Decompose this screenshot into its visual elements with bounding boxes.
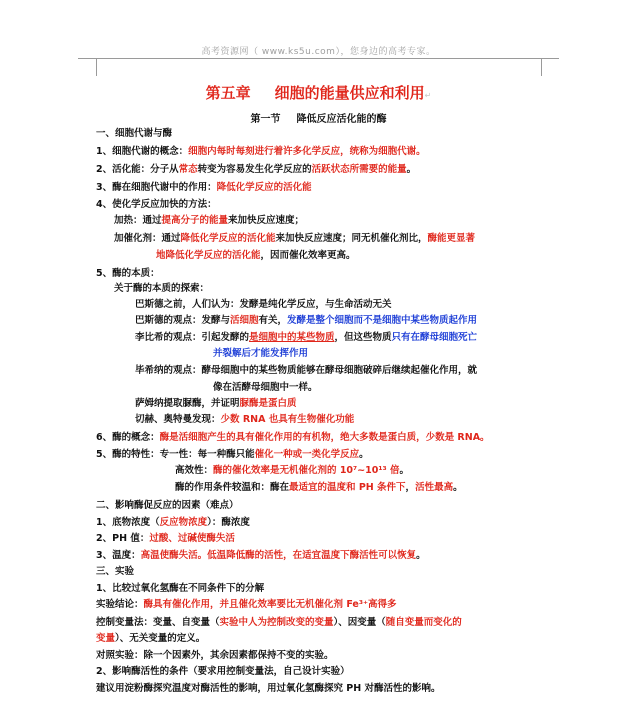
text-segment: 建议用淀粉酶探究温度对酶活性的影响，用过氧化氢酶探究 PH 对酶活性的影响。: [96, 683, 441, 694]
text-line: [175, 481, 463, 494]
section-number: 第一节: [250, 114, 281, 125]
text-segment: 3、酶在细胞代谢中的作用：: [96, 182, 217, 193]
highlight-segment: 活性最高: [415, 482, 454, 493]
text-line: [114, 282, 209, 295]
text-line: [96, 532, 235, 545]
text-line: [96, 448, 369, 461]
text-line: [96, 598, 397, 611]
text-segment: 三、实验: [96, 566, 135, 577]
text-segment: 控制变量法：变量、自变量（: [96, 617, 220, 628]
text-line: [135, 314, 477, 327]
highlight-segment: 细胞内每时每刻进行着许多化学反应，统称为细胞代谢。: [188, 146, 426, 157]
page-header: 高考资源网（ www.ks5u.com），您身边的高考专家。: [201, 47, 436, 57]
text-segment: 来加快反应速度；: [228, 215, 305, 226]
text-segment: 2、活化能：分子从: [96, 164, 179, 175]
text-line: [114, 214, 304, 227]
text-segment: 。: [399, 465, 410, 476]
text-line: [156, 249, 356, 262]
highlight-segment: 随自变量而变化的: [385, 617, 462, 628]
text-line: [96, 616, 462, 629]
text-segment: ，但这些物质: [334, 332, 392, 343]
text-segment: 3、温度：: [96, 550, 141, 561]
text-line: [96, 549, 426, 562]
text-line: [114, 232, 475, 245]
text-segment: 。: [416, 550, 426, 561]
text-line: [96, 665, 350, 678]
text-segment: 6、酶的概念：: [96, 432, 160, 443]
text-segment: 实验结论：: [96, 599, 144, 610]
text-segment: ，: [405, 482, 416, 493]
text-line: [96, 145, 426, 158]
text-segment: ）、因变量（: [333, 617, 386, 628]
highlight-segment: 过酸、过碱使酶失活: [149, 533, 235, 544]
section-title: [0, 110, 637, 125]
text-line: [96, 582, 264, 595]
text-segment: 5、酶的本质：: [96, 268, 160, 279]
highlight-segment: 反应物浓度: [159, 517, 208, 528]
text-segment: 对照实验：除一个因素外，其余因素都保持不变的实验。: [96, 650, 334, 661]
highlight-segment: 少数 RNA 也具有生物催化功能: [220, 414, 355, 425]
text-segment: 5、酶的特性：专一性：每一种酶只能: [96, 449, 255, 460]
highlight-segment: 降低化学反应的活化能: [180, 233, 276, 244]
highlight-segment: 是细胞中的某些物质: [249, 332, 335, 343]
text-line: [96, 181, 312, 194]
paragraph-mark-icon: ↵: [424, 91, 432, 100]
text-line: [96, 267, 160, 280]
text-segment: ）：酶浓度: [207, 517, 250, 528]
text-line: [96, 516, 250, 529]
text-segment: 关于酶的本质的探索：: [114, 283, 210, 294]
text-line: [96, 163, 416, 176]
text-segment: 一、细胞代谢与酶: [96, 128, 173, 139]
crop-mark: [78, 58, 96, 59]
highlight-segment: 活跃状态所需要的能量: [311, 164, 407, 175]
highlight-segment: 酶的催化效率是无机催化剂的 10⁷~10¹³ 倍: [213, 465, 400, 476]
text-segment: 。: [359, 449, 369, 460]
highlight-segment: 地降低化学反应的活化能: [156, 250, 261, 261]
highlight-segment: 酶是活细胞产生的具有催化作用的有机物，绝大多数是蛋白质，少数是 RNA。: [159, 432, 490, 443]
text-segment: ）、无关变量的定义。: [115, 633, 206, 644]
highlight-segment: 脲酶是蛋白质: [239, 398, 297, 409]
text-line: [96, 682, 441, 695]
text-segment: 有关，: [258, 315, 288, 326]
highlight-segment: 并裂解后才能发挥作用: [213, 348, 309, 359]
text-line: [96, 649, 334, 662]
text-segment: 1、细胞代谢的概念：: [96, 146, 189, 157]
highlight-segment: 催化一种或一类化学反应: [254, 449, 360, 460]
text-segment: 李比希的观点：引起发酵的: [135, 332, 250, 343]
chapter-title: [0, 82, 637, 103]
text-segment: 2、PH 值：: [96, 533, 150, 544]
chapter-name: 细胞的能量供应和利用: [274, 84, 425, 102]
crop-mark: [541, 58, 542, 76]
text-line: [96, 198, 217, 211]
text-line: [135, 364, 477, 377]
text-line: [213, 347, 308, 360]
highlight-segment: 只有在酵母细胞死亡: [391, 332, 478, 343]
text-line: [135, 397, 297, 410]
text-segment: 加热：通过: [114, 215, 162, 226]
heading-line: [96, 127, 172, 140]
chapter-number: 第五章: [205, 84, 251, 102]
text-segment: 1、比较过氧化氢酶在不同条件下的分解: [96, 583, 265, 594]
crop-mark: [541, 58, 559, 59]
text-line: [175, 464, 409, 477]
text-segment: 2、影响酶活性的条件（要求用控制变量法，自己设计实验）: [96, 666, 350, 677]
highlight-segment: 最适宜的温度和 PH 条件下: [289, 482, 406, 493]
section-name: 降低反应活化能的酶: [296, 114, 387, 125]
highlight-segment: 变量: [96, 633, 116, 644]
crop-mark: [96, 58, 97, 76]
text-segment: 。: [406, 164, 417, 175]
text-segment: 酶的作用条件较温和：酶在: [175, 482, 290, 493]
text-segment: 高效性：: [175, 465, 214, 476]
text-line: [135, 331, 477, 344]
text-line: [96, 431, 490, 444]
text-segment: 1、底物浓度（: [96, 517, 160, 528]
text-segment: 来加快反应速度；同无机催化剂比，: [275, 233, 428, 244]
header-rule: [96, 58, 541, 59]
text-line: [135, 298, 392, 311]
highlight-segment: 活细胞: [230, 315, 259, 326]
highlight-segment: 高温使酶失活。低温降低酶的活性，在适宜温度下酶活性可以恢复: [140, 550, 417, 561]
text-segment: 巴斯德的观点：发酵与: [135, 315, 231, 326]
text-segment: 二、影响酶促反应的因素（难点）: [96, 500, 239, 511]
text-segment: 加催化剂：通过: [114, 233, 181, 244]
text-line: [96, 632, 205, 645]
heading-line: [96, 499, 239, 512]
text-segment: 巴斯德之前，人们认为：发酵是纯化学反应，与生命活动无关: [135, 299, 392, 310]
highlight-segment: 酶能更显著: [427, 233, 476, 244]
highlight-segment: 常态: [178, 164, 198, 175]
text-line: [135, 413, 354, 426]
text-segment: 切赫、奥特曼发现：: [135, 414, 221, 425]
highlight-segment: 降低化学反应的活化能: [216, 182, 312, 193]
text-segment: 毕希纳的观点：酵母细胞中的某些物质能够在酵母细胞破碎后继续起催化作用，就: [135, 365, 478, 376]
text-segment: 4、使化学反应加快的方法：: [96, 199, 217, 210]
text-segment: 转变为容易发生化学反应的: [197, 164, 312, 175]
highlight-segment: 发酵是整个细胞而不是细胞中某些物质起作用: [287, 315, 478, 326]
text-segment: ，因而催化效率更高。: [260, 250, 356, 261]
text-segment: 。: [453, 482, 463, 493]
highlight-segment: 提高分子的能量: [161, 215, 229, 226]
highlight-segment: 实验中人为控制改变的变量: [219, 617, 334, 628]
text-segment: 像在活酵母细胞中一样。: [213, 382, 318, 393]
highlight-segment: 酶具有催化作用，并且催化效率要比无机催化剂 Fe³⁺高得多: [143, 599, 397, 610]
text-line: [213, 381, 318, 394]
heading-line: [96, 565, 134, 578]
text-segment: 萨姆纳提取脲酶，并证明: [135, 398, 240, 409]
